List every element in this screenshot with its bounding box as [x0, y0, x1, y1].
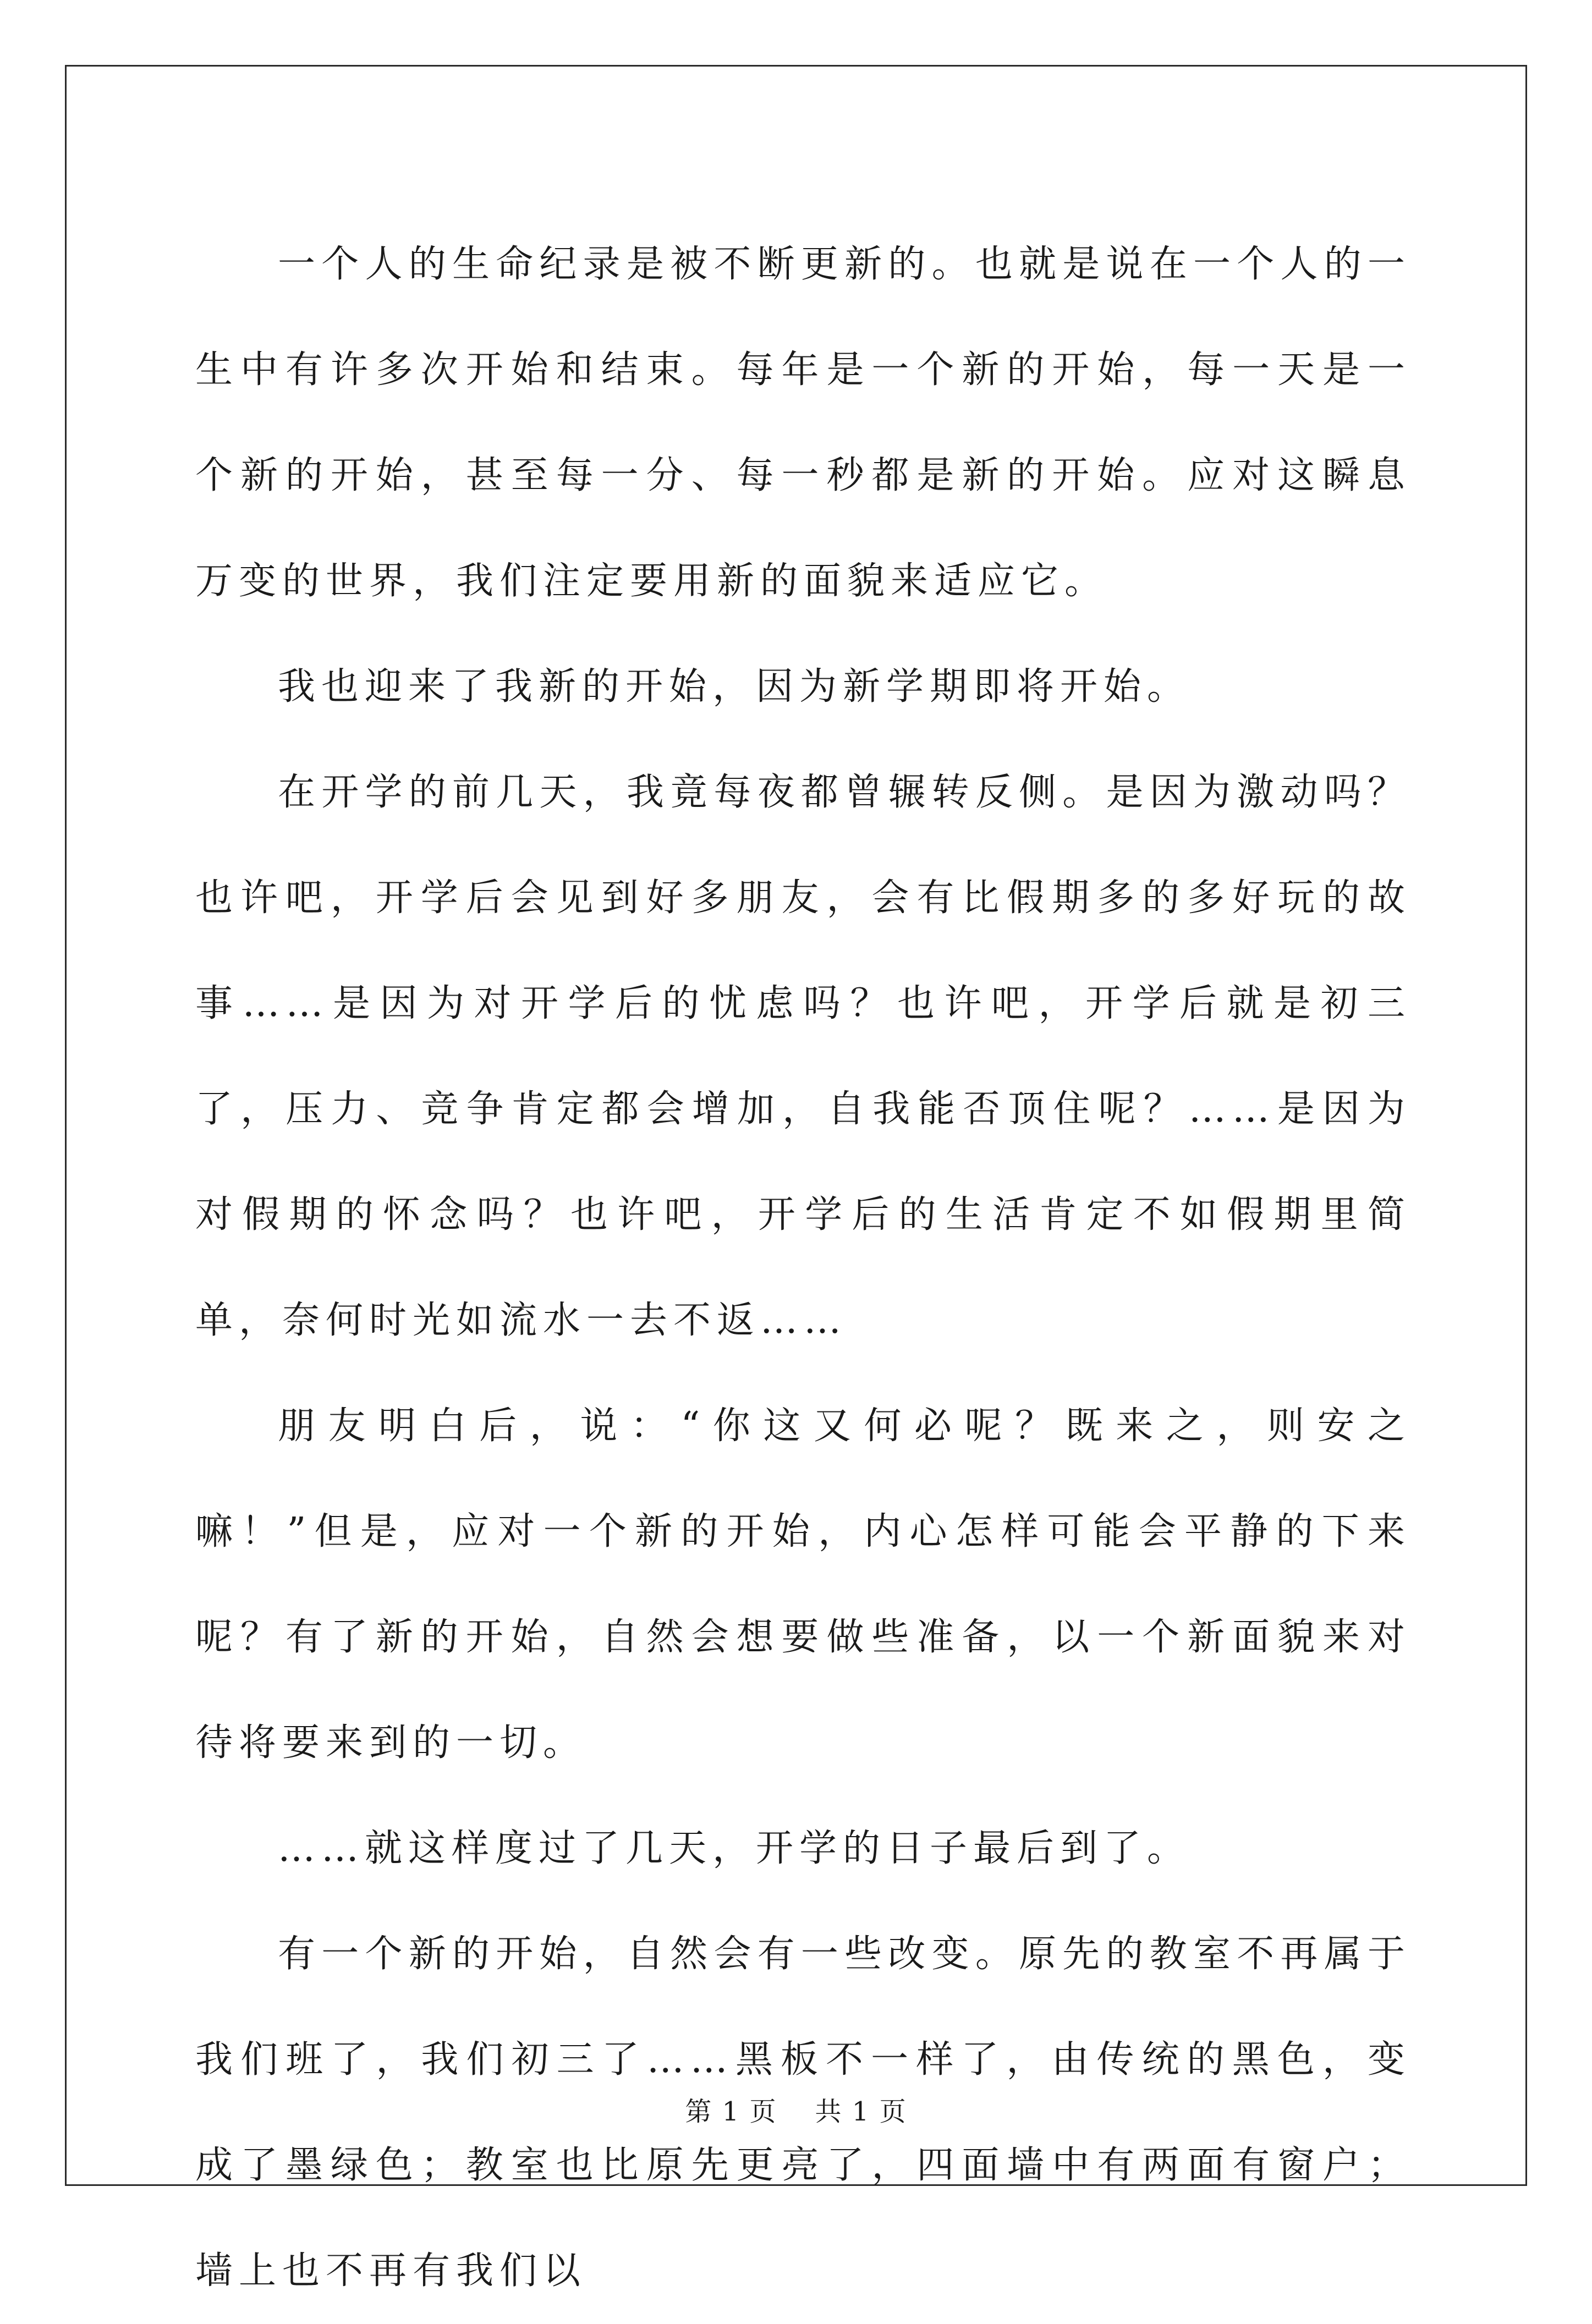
paragraph-6: 有一个新的开始，自然会有一些改变。原先的教室不再属于我们班了，我们初三了……黑板不一样了，由传统的黑色，变成了墨绿色；教室也比原先更亮了，四面墙中有两面有窗户；墙上也不再有我们以 — [195, 1932, 1411, 2293]
document-body — [195, 212, 1411, 2324]
page-number: 第 1 页 — [685, 2096, 777, 2127]
paragraph-1: 一个人的生命纪录是被不断更新的。也就是说在一个人的一生中有许多次开始和结束。每年是一个新的开始，每一天是一个新的开始，甚至每一分、每一秒都是新的开始。应对这瞬息万变的世界，我们注定要用新的面貌来适应它。 — [195, 243, 1411, 603]
paragraph-2: 我也迎来了我新的开始，因为新学期即将开始。 — [278, 665, 1191, 708]
page-total: 共 1 页 — [815, 2096, 907, 2127]
paragraph-3: 在开学的前几天，我竟每夜都曾辗转反侧。是因为激动吗？也许吧，开学后会见到好多朋友，会有比假期多的多好玩的故事……是因为对开学后的忧虑吗？也许吧，开学后就是初三了，压力、竞争肯定都会增加，自我能否顶住呢？……是因为对假期的怀念吗？也许吧，开学后的生活肯定不如假期里简单，奈何时光如流水一去不返…… — [195, 771, 1411, 1342]
paragraph-5: ……就这样度过了几天，开学的日子最后到了。 — [278, 1827, 1191, 1870]
paragraph-4: 朋友明白后，说：“你这又何必呢？既来之，则安之嘛！”但是，应对一个新的开始，内心怎样可能会平静的下来呢？有了新的开始，自然会想要做些准备，以一个新面貌来对待将要来到的一切。 — [195, 1404, 1411, 1765]
page-footer — [0, 2090, 1592, 2128]
